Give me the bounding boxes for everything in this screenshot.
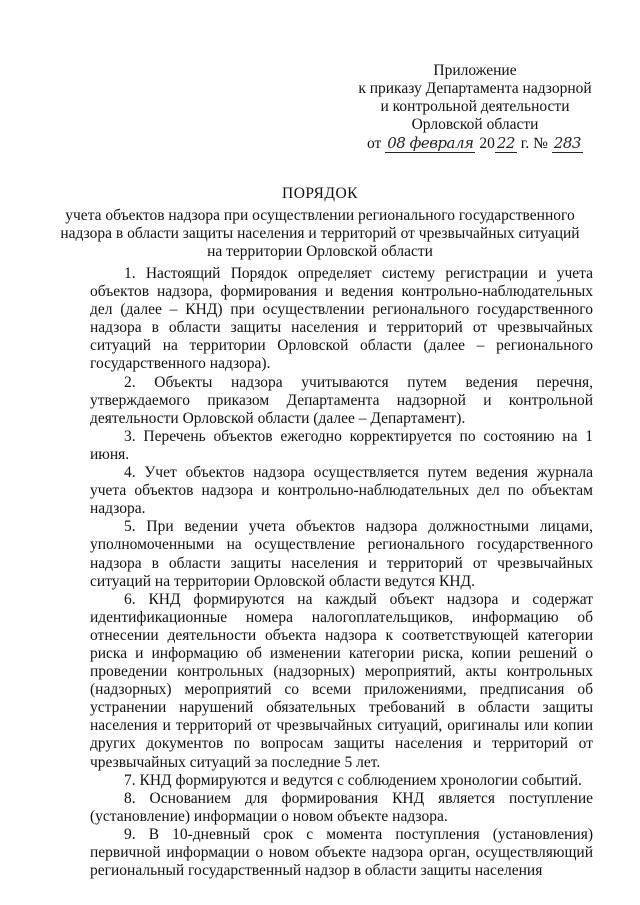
paragraph-2: 2. Объекты надзора учитываются путем ведения перечня, утверждаемого приказом Департамента надзорной и контрольной деятельности Орловской области (далее – Департамент). <box>90 373 593 427</box>
handwritten-number: 283 <box>553 134 581 152</box>
appendix-block <box>350 62 600 153</box>
appendix-region: Орловской области <box>411 116 539 133</box>
date-prefix: от <box>367 135 382 152</box>
appendix-order-ref: к приказу Департамента надзорной <box>358 80 592 97</box>
document-title <box>60 185 580 261</box>
appendix-title: Приложение <box>433 62 517 79</box>
title-heading: ПОРЯДОК <box>282 185 358 202</box>
year-prefix: 20 <box>479 135 495 152</box>
handwritten-year: 22 <box>496 134 515 152</box>
paragraph-3: 3. Перечень объектов ежегодно корректируется по состоянию на 1 июня. <box>90 427 593 463</box>
number-prefix: г. № <box>520 135 548 152</box>
paragraph-6: 6. КНД формируются на каждый объект надзора и содержат идентификационные номера налогоплательщиков, информацию об отнесении деятельности объекта надзора к соответствующей категории риска и информацию об изменении категории риска, копии решений о проведении контрольных (надзорных) мероприятий, акты контрольных (надзорных) мероприятий со всеми приложениями, предписания об устранении нарушений обязательных требований в области защиты населения и территорий от чрезвычайных ситуаций, оригиналы или копии других документов по вопросам защиты населения и территорий от чрезвычайных ситуаций за последние 5 лет. <box>90 590 593 771</box>
paragraph-5: 5. При ведении учета объектов надзора должностными лицами, уполномоченными на осуществление регионального государственного надзора в области защиты населения и территорий от чрезвычайных ситуаций на территории Орловской области ведутся КНД. <box>90 518 593 590</box>
appendix-department: и контрольной деятельности <box>380 98 570 115</box>
title-subtitle: учета объектов надзора при осуществлении регионального государственного надзора в области защиты населения и территорий от чрезвычайных ситуаций на территории Орловской области <box>60 207 580 260</box>
paragraph-9: 9. В 10-дневный срок с момента поступления (установления) первичной информации о новом объекте надзора орган, осуществляющий региональный государственный надзор в области защиты населения <box>90 825 593 880</box>
paragraph-7: 7. КНД формируются и ведутся с соблюдением хронологии событий. <box>124 771 582 789</box>
paragraph-4: 4. Учет объектов надзора осуществляется путем ведения журнала учета объектов надзора и контрольно-наблюдательных дел по объектам надзора. <box>90 464 593 518</box>
document-body <box>90 265 593 880</box>
handwritten-date: 08 февраля <box>387 134 474 152</box>
appendix-date-line <box>350 134 600 153</box>
paragraph-8: 8. Основанием для формирования КНД является поступление (установление) информации о новом объекте надзора. <box>90 789 593 825</box>
paragraph-1: 1. Настоящий Порядок определяет систему регистрации и учета объектов надзора, формирования и ведения контрольно-наблюдательных дел (далее – КНД) при осуществлении регионального государственного надзора в области защиты населения и территорий от чрезвычайных ситуаций на территории Орловской области (далее – регионального государственного надзора). <box>90 265 593 373</box>
